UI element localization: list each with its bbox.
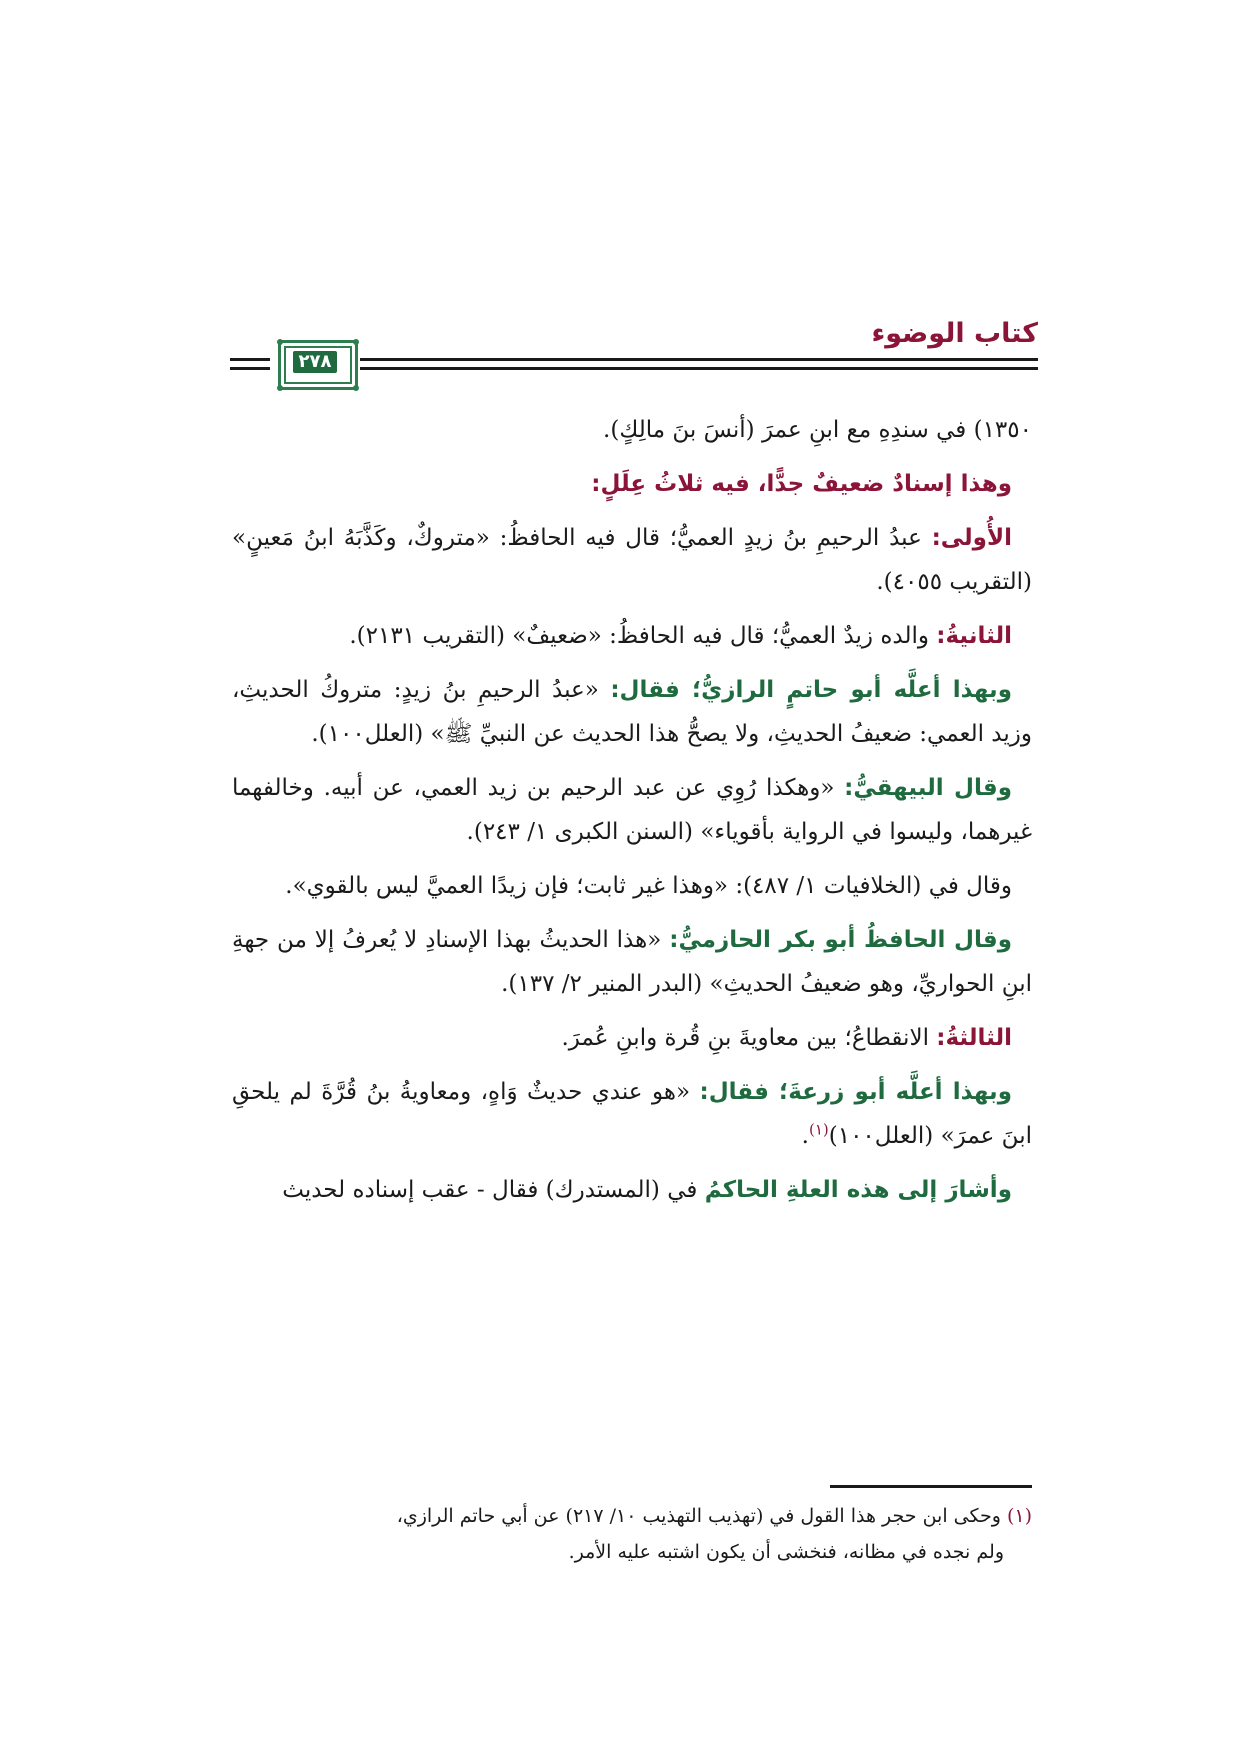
- page-header: [230, 318, 1038, 398]
- badge-ornament: [353, 385, 359, 391]
- paragraph: [232, 864, 1032, 908]
- paragraph-label: الأُولى:: [931, 525, 1012, 551]
- paragraph-text: .: [801, 1123, 809, 1149]
- page-number: ٢٧٨: [293, 351, 337, 373]
- main-text: [232, 408, 1032, 1222]
- paragraph: [232, 668, 1032, 756]
- footnote-reference[interactable]: (١): [808, 1120, 829, 1139]
- section-heading: [232, 462, 1032, 506]
- paragraph-label: وبهذا أعلَّه أبو حاتمٍ الرازيُّ؛ فقال:: [610, 677, 1012, 703]
- badge-ornament: [277, 339, 283, 345]
- paragraph-label: الثالثةُ:: [936, 1025, 1012, 1051]
- book-title: كتاب الوضوء: [871, 318, 1038, 349]
- paragraph: [232, 766, 1032, 854]
- paragraph: [232, 1016, 1032, 1060]
- footnote-separator: [830, 1485, 1032, 1488]
- paragraph-text: وقال في (الخلافيات ١/ ٤٨٧): «وهذا غير ثابت؛ فإن زيدًا العميَّ ليس بالقوي».: [285, 873, 1012, 899]
- badge-ornament: [277, 385, 283, 391]
- paragraph-text: في (المستدرك) فقال - عقب إسناده لحديث: [282, 1177, 705, 1203]
- footnote-line: [232, 1498, 1032, 1534]
- paragraph: [232, 1168, 1032, 1212]
- paragraph: [232, 1070, 1032, 1158]
- badge-ornament: [353, 339, 359, 345]
- paragraph-text: الانقطاعُ؛ بين معاويةَ بنِ قُرة وابنِ عُمرَ.: [561, 1025, 937, 1051]
- footnote-text: وحكى ابن حجر هذا القول في (تهذيب التهذيب ١٠/ ٢١٧) عن أبي حاتم الرازي،: [396, 1505, 1007, 1527]
- paragraph: [232, 516, 1032, 604]
- paragraph-label: وأشارَ إلى هذه العلةِ الحاكمُ: [704, 1177, 1012, 1203]
- paragraph-label: وقال البيهقيُّ:: [844, 775, 1012, 801]
- paragraph-text: «هو عندي حديثٌ وَاهٍ، ومعاويةُ بنُ قُرَّةَ لم يلحقِ ابنَ عمرَ» (العلل١٠٠): [232, 1079, 1032, 1149]
- paragraph-text: عبدُ الرحيمِ بنُ زيدٍ العميُّ؛ قال فيه الحافظُ: «متروكٌ، وكَذَّبَهُ ابنُ مَعينٍ» (التقريب ٤٠٥٥).: [232, 525, 1032, 595]
- paragraph-text: والده زيدٌ العميُّ؛ قال فيه الحافظُ: «ضعيفٌ» (التقريب ٢١٣١).: [349, 623, 937, 649]
- paragraph-label: وبهذا أعلَّه أبو زرعةَ؛ فقال:: [699, 1079, 1012, 1105]
- paragraph-label: وقال الحافظُ أبو بكر الحازميُّ:: [669, 927, 1012, 953]
- paragraph-text: «عبدُ الرحيمِ بنُ زيدٍ: متروكُ الحديثِ، وزيد العمي: ضعيفُ الحديثِ، ولا يصحُّ هذا الحديث عن النبيِّ ﷺ» (العلل١٠٠).: [232, 677, 1032, 747]
- paragraph-text: «هذا الحديثُ بهذا الإسنادِ لا يُعرفُ إلا من جهةِ ابنِ الحواريِّ، وهو ضعيفُ الحديثِ» (البدر المنير ٢/ ١٣٧).: [232, 927, 1032, 997]
- paragraph: [232, 918, 1032, 1006]
- footnote-line: [232, 1534, 1032, 1570]
- footnote-number: (١): [1006, 1505, 1032, 1527]
- paragraph-label: الثانيةُ:: [936, 623, 1012, 649]
- footnotes: [232, 1498, 1032, 1570]
- footnote-text: ولم نجده في مظانه، فنخشى أن يكون اشتبه عليه الأمر.: [568, 1541, 1004, 1563]
- paragraph: [232, 614, 1032, 658]
- paragraph-text: «وهكذا رُوِي عن عبد الرحيم بن زيد العمي، عن أبيه. وخالفهما غيرهما، وليسوا في الرواية بأقوياء» (السنن الكبرى ١/ ٢٤٣).: [232, 775, 1032, 845]
- page-number-badge: [278, 340, 358, 390]
- heading-text: وهذا إسنادٌ ضعيفٌ جدًّا، فيه ثلاثُ عِلَلٍ:: [591, 471, 1012, 497]
- paragraph: [232, 408, 1032, 452]
- paragraph-text: ١٣٥٠) في سندِهِ مع ابنِ عمرَ (أنسَ بنَ مالِكٍ).: [603, 417, 1032, 443]
